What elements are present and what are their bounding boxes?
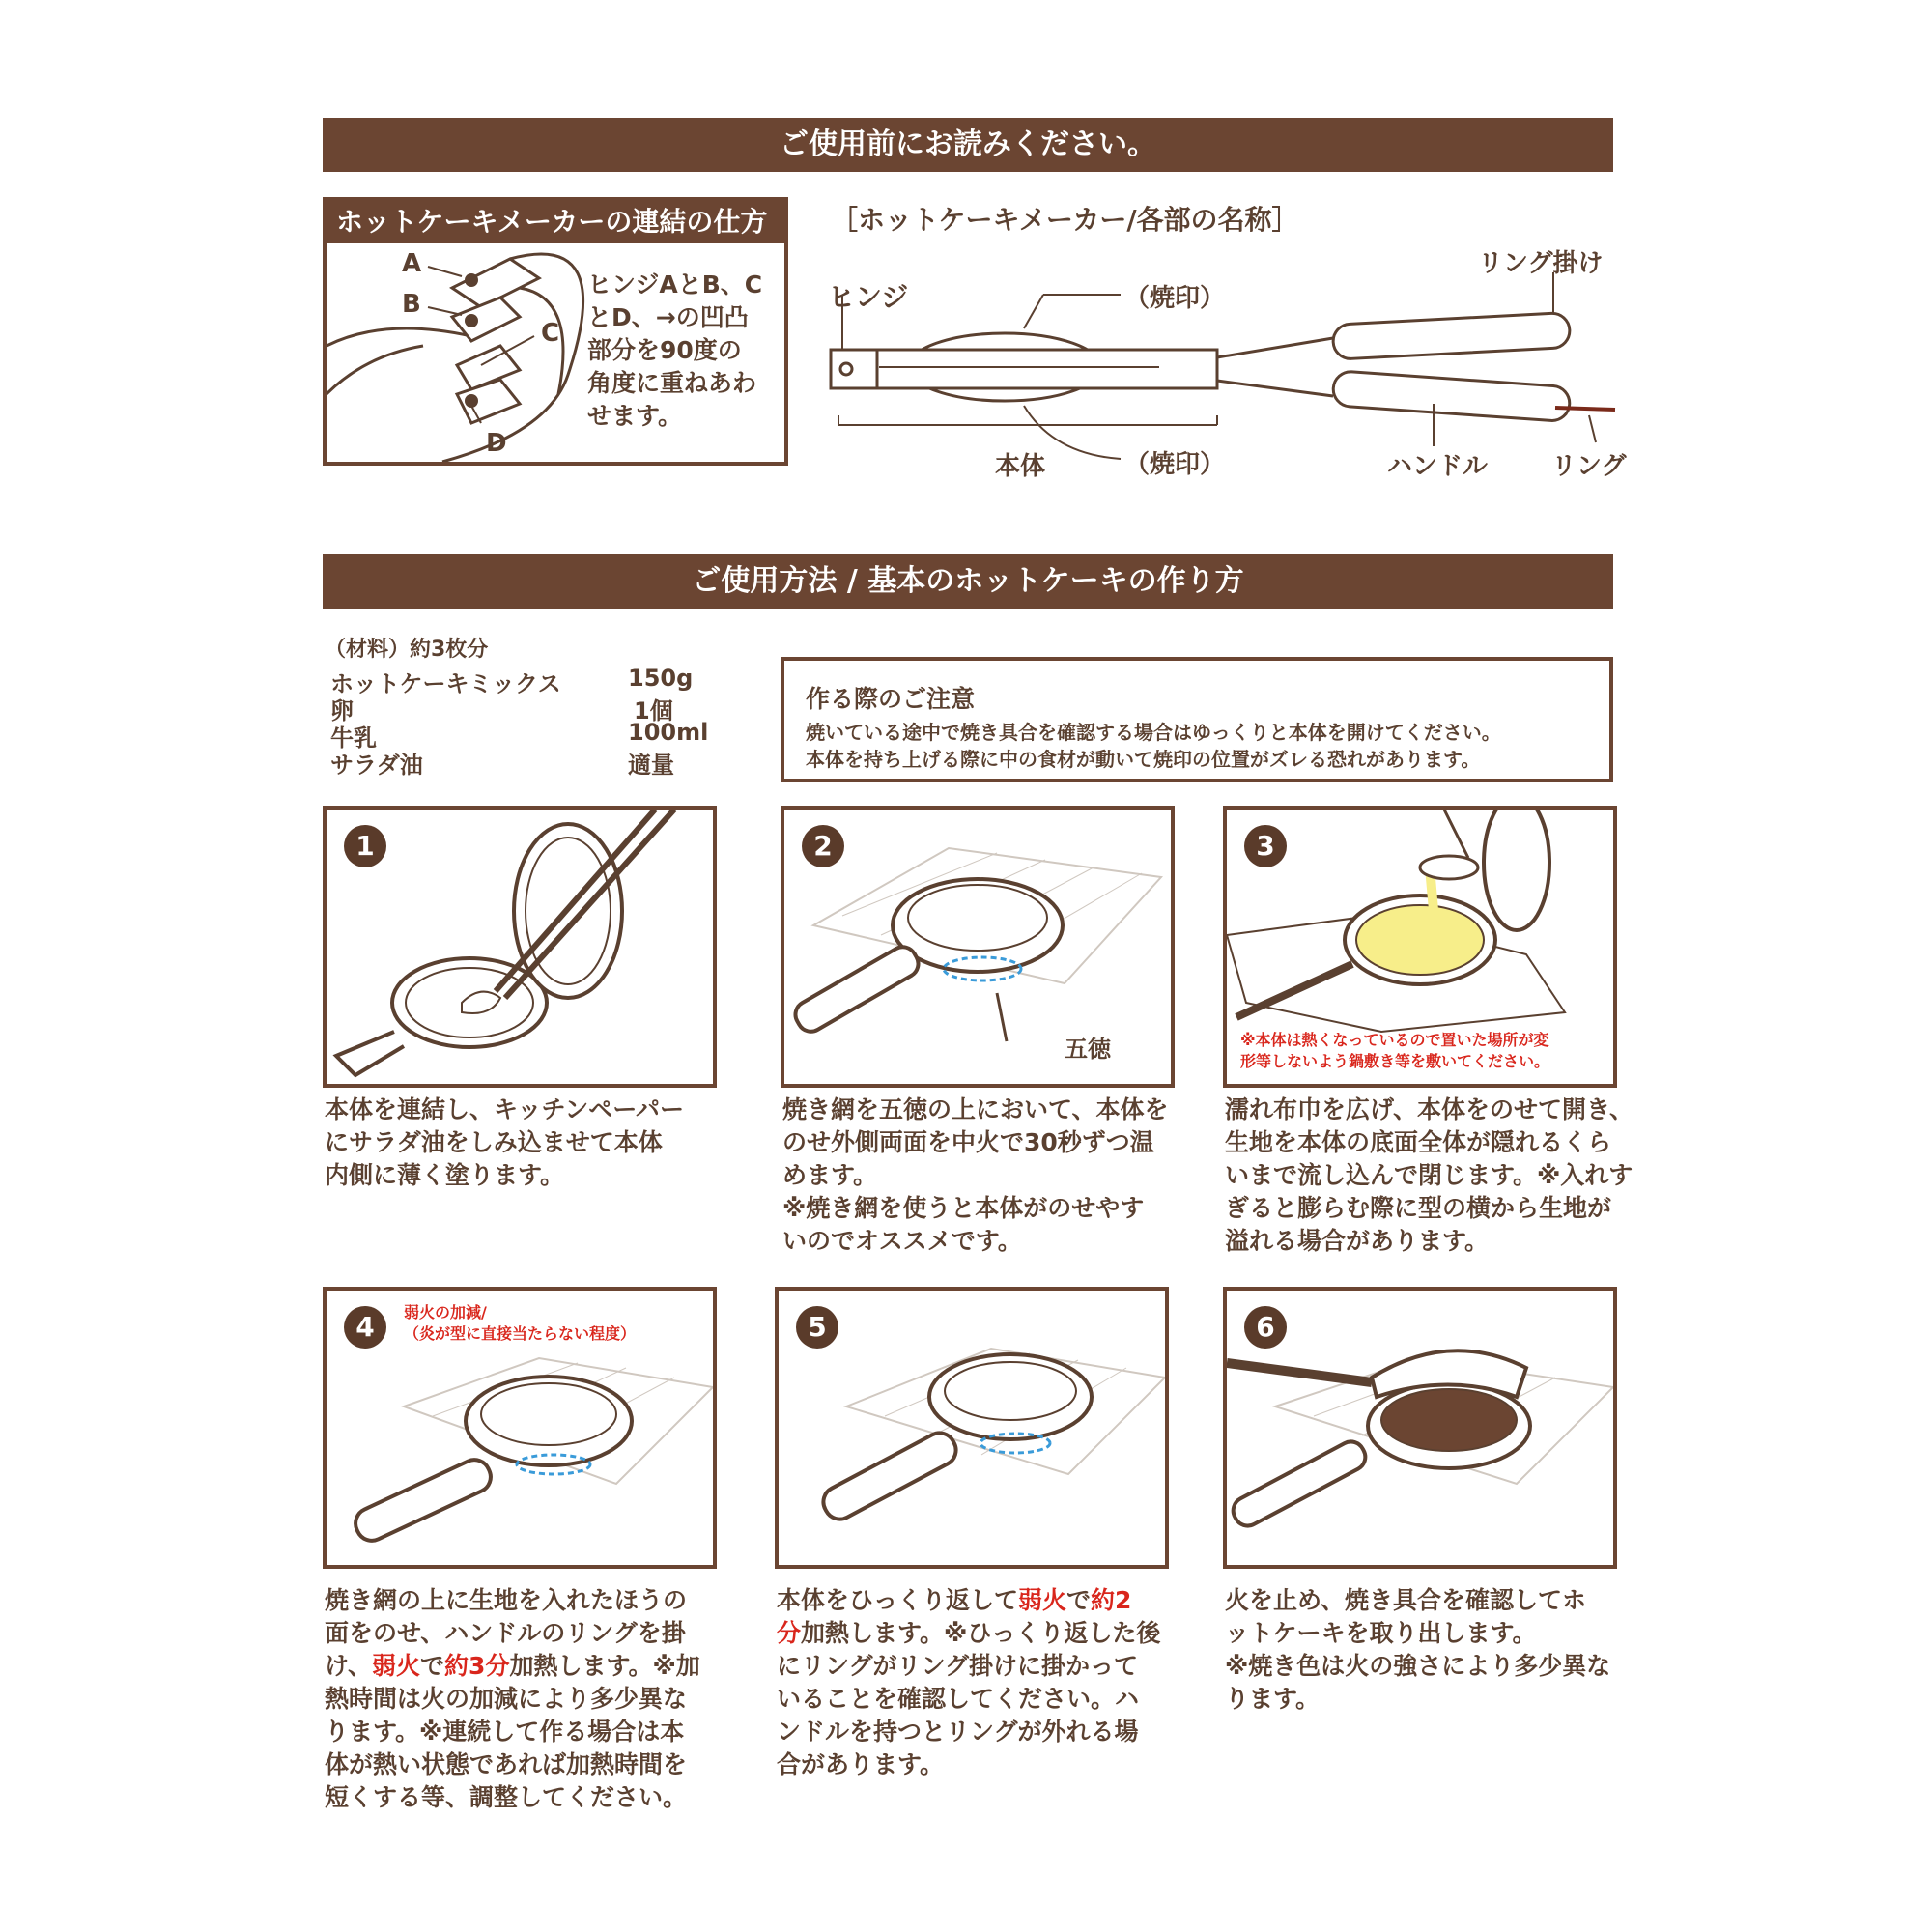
step-4-box: [323, 1287, 717, 1569]
ingredient-name: 牛乳: [330, 724, 377, 752]
step-5-box: [775, 1287, 1169, 1569]
caution-title: 作る際のご注意: [806, 685, 976, 713]
ingredient-amount: 150g: [628, 665, 694, 692]
label-ring-hook: リング掛け: [1478, 249, 1604, 278]
step-number: 5: [796, 1306, 838, 1349]
label-handle: ハンドル: [1387, 452, 1489, 481]
step-1-description: 本体を連結し、キッチンペーパー にサラダ油をしみ込ませて本体 内側に薄く塗ります。: [325, 1095, 685, 1189]
ingredients-heading: （材料）約3枚分: [325, 638, 489, 662]
ingredient-name: ホットケーキミックス: [330, 670, 561, 697]
step-number: 6: [1244, 1306, 1287, 1349]
label-trivet: 五徳: [1065, 1036, 1111, 1063]
ingredient-amount: 100ml: [628, 719, 709, 746]
before-use-banner: ご使用前にお読みください。: [323, 118, 1613, 172]
caution-line-2: 本体を持ち上げる際に中の食材が動いて焼印の位置がズレる恐れがあります。: [806, 748, 1481, 771]
ingredient-amount: 適量: [628, 752, 674, 779]
label-body: 本体: [995, 452, 1046, 481]
label-b: B: [402, 290, 421, 319]
caution-box: [781, 657, 1613, 782]
connect-box: [323, 197, 788, 466]
connect-text: ヒンジAとB、C とD、→の凹凸 部分を90度の 角度に重ねあわ せます。: [587, 270, 763, 430]
parts-title: ［ホットケーキメーカー/各部の名称］: [831, 204, 1299, 236]
step-2-description: 焼き網を五徳の上において、本体を のせ外側両面を中火で30秒ずつ温 めます。 ※焼き網を使うと本体がのせやす いのでオススメです。: [782, 1095, 1169, 1255]
step-3-box: [1223, 806, 1617, 1088]
step-3-description: 濡れ布巾を広げ、本体をのせて開き、 生地を本体の底面全体が隠れるくら いまで流し込んで閉じます。※入れす ぎると膨らむ際に型の横から生地が 溢れる場合があります。: [1225, 1095, 1634, 1255]
step-6-description: 火を止め、焼き具合を確認してホ ットケーキを取り出します。 ※焼き色は火の強さにより多少異な ります。: [1225, 1586, 1611, 1713]
step-4-description: 焼き網の上に生地を入れたほうの 面をのせ、ハンドルのリングを掛 け、弱火で約3分加熱します。※加 熱時間は火の加減により多少異な ります。※連続して作る場合は本 体が熱い状態であれば加熱時間を 短くする等、調整してください。: [325, 1586, 700, 1811]
label-brand-bottom: （焼印）: [1124, 450, 1226, 479]
preheat-illustration: [784, 810, 1171, 1084]
step-5-description: 本体をひっくり返して弱火で約2 分加熱します。※ひっくり返した後 にリングがリング掛けに掛かって いることを確認してください。ハ ンドルを持つとリングが外れる場 合があります。: [777, 1586, 1161, 1778]
step-number: 4: [344, 1306, 386, 1349]
label-brand-top: （焼印）: [1124, 284, 1226, 313]
flip-illustration: [779, 1291, 1165, 1565]
low-heat-illustration: [327, 1291, 713, 1565]
ingredient-name: サラダ油: [330, 752, 423, 779]
label-ring: リング: [1551, 452, 1627, 481]
caution-line-1: 焼いている途中で焼き具合を確認する場合はゆっくりと本体を開けてください。: [806, 721, 1501, 744]
step-number: 2: [802, 825, 844, 867]
label-d: D: [486, 429, 507, 458]
step-number: 1: [344, 825, 386, 867]
ingredient-name: 卵: [330, 697, 354, 724]
step-number: 3: [1244, 825, 1287, 867]
check-done-illustration: [1227, 1291, 1613, 1565]
label-c: C: [541, 319, 560, 348]
oiling-illustration: [327, 810, 713, 1084]
label-a: A: [402, 249, 422, 278]
step-2-box: [781, 806, 1175, 1088]
step-4-note: 弱火の加減/ （炎が型に直接当たらない程度）: [404, 1303, 637, 1343]
ingredient-amount: 1個: [634, 697, 673, 724]
label-hinge: ヒンジ: [828, 281, 909, 313]
connect-title: ホットケーキメーカーの連結の仕方: [327, 201, 784, 243]
step-3-note: ※本体は熱くなっているので置いた場所が変 形等しないよう鍋敷き等を敷いてください。: [1240, 1031, 1550, 1070]
step-6-box: [1223, 1287, 1617, 1569]
step-1-box: [323, 806, 717, 1088]
how-to-banner: ご使用方法 / 基本のホットケーキの作り方: [323, 554, 1613, 609]
